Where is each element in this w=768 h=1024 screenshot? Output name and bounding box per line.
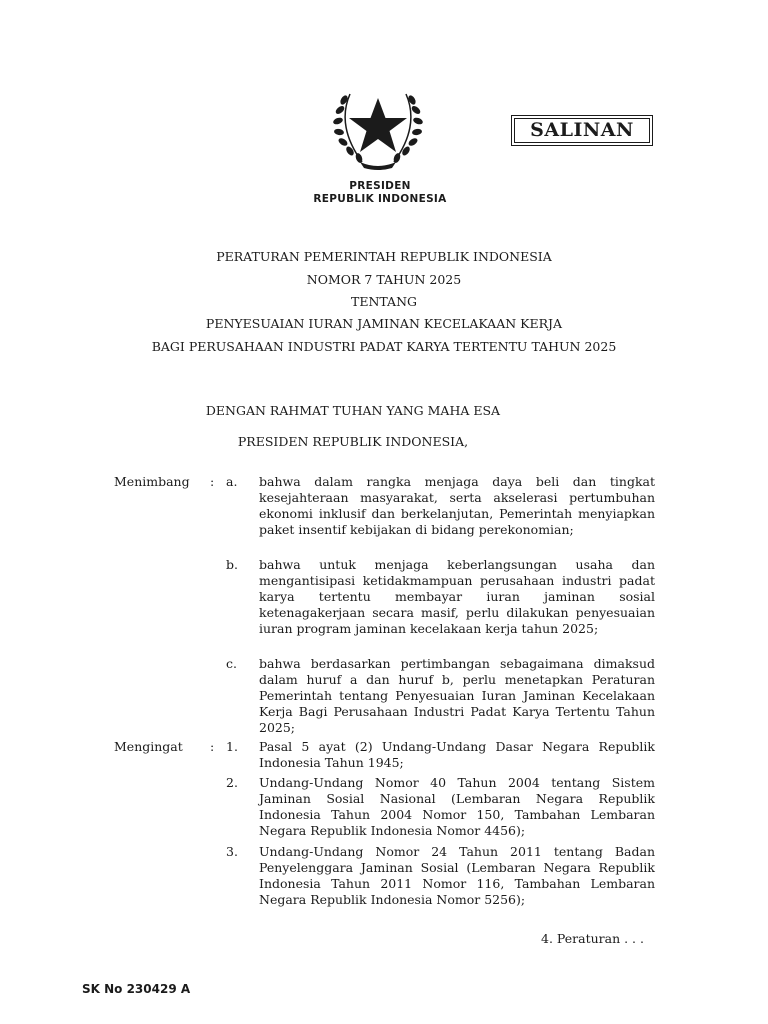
regulation-subject-line2: BAGI PERUSAHAAN INDUSTRI PADAT KARYA TERTENTU TAHUN 2025: [151, 339, 617, 354]
president-heading: PRESIDEN REPUBLIK INDONESIA,: [237, 434, 469, 449]
mengingat-marker-1: 1.: [226, 739, 238, 754]
mengingat-item-2: Undang-Undang Nomor 40 Tahun 2004 tentang Sistem Jaminan Sosial Nasional (Lembaran Negara Republik Indonesia Tahun 2004 Nomor 150, Tambahan Lembaran Negara Republik Indonesia Nomor 4456);: [259, 775, 655, 838]
menimbang-marker-c: c.: [226, 656, 237, 671]
menimbang-marker-a: a.: [226, 474, 238, 489]
regulation-subject-line1: PENYESUAIAN IURAN JAMINAN KECELAKAAN KERJA: [205, 316, 563, 331]
president-caption-line2: REPUBLIK INDONESIA: [313, 193, 447, 205]
mengingat-marker-3: 3.: [226, 844, 238, 859]
mengingat-marker-2: 2.: [226, 775, 238, 790]
menimbang-item-a: bahwa dalam rangka menjaga daya beli dan tingkat kesejahteraan masyarakat, serta akselerasi pertumbuhan ekonomi inklusif dan berkelanjutan, Pemerintah menyiapkan paket insentif kebijakan di bidang perekonomian;: [259, 474, 655, 537]
sk-number: SK No 230429 A: [82, 982, 191, 996]
salinan-stamp-label: SALINAN: [514, 118, 650, 143]
mengingat-label: Mengingat: [114, 739, 183, 754]
menimbang-marker-b: b.: [226, 557, 238, 572]
salinan-stamp: [511, 115, 653, 146]
next-page-catchword: 4. Peraturan . . .: [541, 931, 644, 946]
menimbang-item-c: bahwa berdasarkan pertimbangan sebagaimana dimaksud dalam huruf a dan huruf b, perlu menetapkan Peraturan Pemerintah tentang Penyesuaian Iuran Jaminan Kecelakaan Kerja Bagi Perusahaan Industri Padat Karya Tertentu Tahun 2025;: [259, 656, 655, 735]
menimbang-label: Menimbang: [114, 474, 190, 489]
president-caption-line1: PRESIDEN: [349, 180, 411, 192]
menimbang-item-b: bahwa untuk menjaga keberlangsungan usaha dan mengantisipasi ketidakmampuan perusahaan industri padat karya tertentu membayar iuran jaminan sosial ketenagakerjaan secara masif, perlu dilakukan penyesuaian iuran program jaminan kecelakaan kerja tahun 2025;: [259, 557, 655, 636]
menimbang-colon: :: [210, 474, 215, 489]
mengingat-colon: :: [210, 739, 215, 754]
president-caption: [270, 180, 490, 206]
regulation-tentang: TENTANG: [350, 294, 417, 309]
mengingat-item-1: Pasal 5 ayat (2) Undang-Undang Dasar Negara Republik Indonesia Tahun 1945;: [259, 739, 655, 770]
garuda-star-emblem-icon: [330, 80, 426, 172]
mengingat-item-3: Undang-Undang Nomor 24 Tahun 2011 tentang Badan Penyelenggara Jaminan Sosial (Lembaran Negara Republik Indonesia Tahun 2011 Nomor 116, Tambahan Lembaran Negara Republik Indonesia Nomor 5256);: [259, 844, 655, 907]
regulation-title-line1: PERATURAN PEMERINTAH REPUBLIK INDONESIA: [216, 249, 552, 264]
regulation-number: NOMOR 7 TAHUN 2025: [306, 272, 462, 287]
invocation: DENGAN RAHMAT TUHAN YANG MAHA ESA: [205, 403, 501, 418]
